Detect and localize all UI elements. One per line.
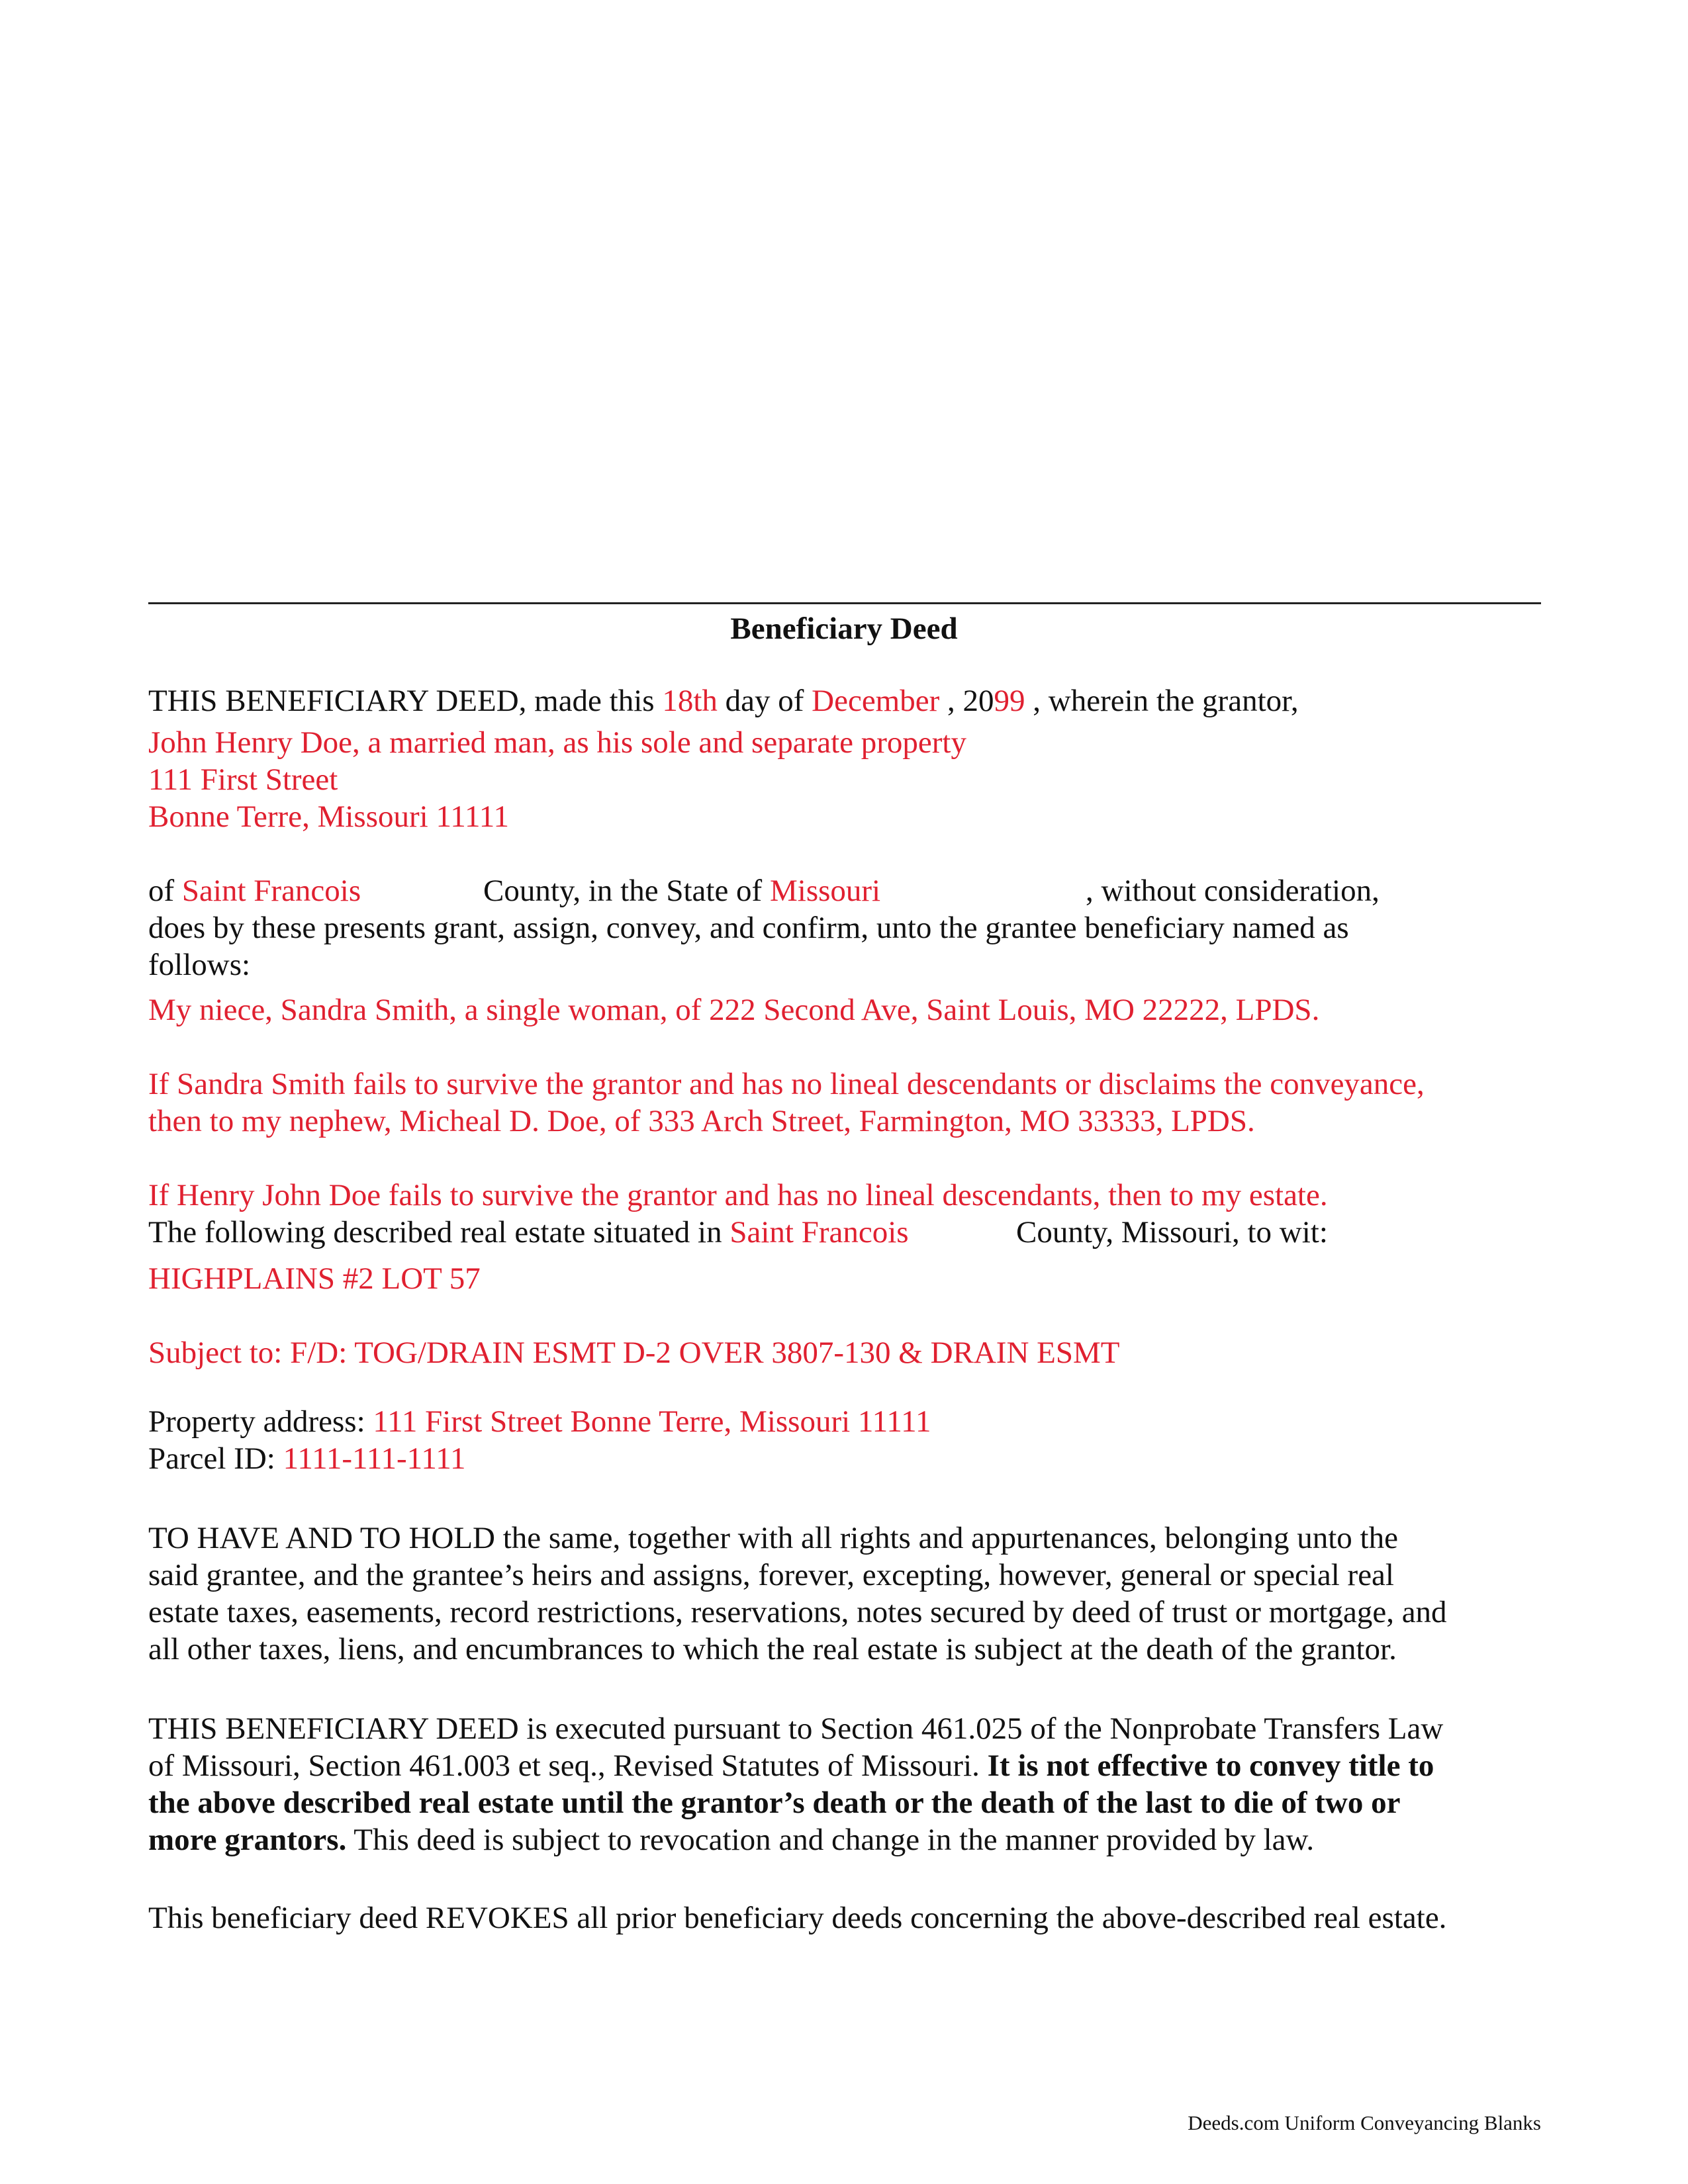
deed-year-field[interactable]: 99 [994,684,1025,718]
parcel-id-field[interactable]: 1111-111-1111 [283,1441,466,1476]
header-divider [148,602,1541,604]
follows-line: follows: [148,948,251,982]
county-state-text: County, in the State of [483,874,763,908]
subject-to[interactable]: Subject to: F/D: TOG/DRAIN ESMT D-2 OVER 3807-130 & DRAIN ESMT [148,1336,1120,1370]
county-missouri-text: County, Missouri, to wit: [1016,1215,1328,1250]
of-clause-line [148,872,361,909]
property-address-field[interactable]: 111 First Street Bonne Terre, Missouri 11111 [373,1404,931,1439]
habendum-line-2: said grantee, and the grantee’s heirs and assigns, forever, excepting, however, general or special real [148,1558,1394,1592]
of-text: of [148,874,175,908]
document-title: Beneficiary Deed [730,612,958,646]
property-address-label: Property address: [148,1404,365,1439]
grantor-city-state-zip[interactable]: Bonne Terre, Missouri 11111 [148,799,509,834]
statute-line-2 [148,1747,1434,1784]
deed-day-field[interactable]: 18th [662,684,718,718]
contingent-beneficiary-line-1[interactable]: If Sandra Smith fails to survive the grantor and has no lineal descendants or disclaims the conveyance, [148,1067,1425,1101]
statute-text-plain: of Missouri, Section 461.003 et seq., Revised Statutes of Missouri. [148,1749,980,1783]
without-consideration-text: , without consideration, [1086,874,1380,908]
grantor-state-field[interactable]: Missouri [769,874,881,908]
grantor-street[interactable]: 111 First Street [148,762,338,797]
habendum-line-4: all other taxes, liens, and encumbrances to which the real estate is subject at the death of the grantor. [148,1632,1397,1666]
preamble-text-4: , wherein the grantor, [1033,684,1299,718]
footer-credit: Deeds.com Uniform Conveyancing Blanks [1188,2111,1541,2134]
habendum-line-1: TO HAVE AND TO HOLD the same, together with all rights and appurtenances, belonging unto the [148,1521,1398,1555]
statute-line-3: the above described real estate until the grantor’s death or the death of the last to die of two or [148,1786,1401,1820]
grantor-county-field[interactable]: Saint Francois [181,874,361,908]
property-address-line [148,1403,931,1440]
preamble-text-2: day of [725,684,804,718]
statute-text-bold-start: It is not effective to convey title to [987,1749,1434,1783]
final-beneficiary[interactable]: If Henry John Doe fails to survive the grantor and has no lineal descendants, then to my estate. [148,1178,1328,1212]
grantor-name[interactable]: John Henry Doe, a married man, as his sole and separate property [148,725,966,760]
primary-beneficiary[interactable]: My niece, Sandra Smith, a single woman, of 222 Second Ave, Saint Louis, MO 22222, LPDS. [148,993,1320,1027]
statute-line-4 [148,1821,1314,1858]
deed-month-field[interactable]: December [812,684,940,718]
revocation-statement: This beneficiary deed REVOKES all prior beneficiary deeds concerning the above-described real estate. [148,1901,1447,1935]
legal-description[interactable]: HIGHPLAINS #2 LOT 57 [148,1261,481,1296]
statute-line-1: THIS BENEFICIARY DEED is executed pursuant to Section 461.025 of the Nonprobate Transfers Law [148,1711,1444,1746]
habendum-line-3: estate taxes, easements, record restrictions, reservations, notes secured by deed of trust or mortgage, and [148,1595,1447,1629]
real-estate-text: The following described real estate situated in [148,1215,722,1250]
preamble-text-3: , 20 [947,684,994,718]
statute-text-bold-end: more grantors. [148,1823,347,1857]
grant-clause-line: does by these presents grant, assign, convey, and confirm, unto the grantee beneficiary named as [148,911,1349,945]
statute-revocation-text: This deed is subject to revocation and change in the manner provided by law. [353,1823,1315,1857]
real-estate-line [148,1214,909,1251]
parcel-id-line [148,1440,465,1477]
property-county-field[interactable]: Saint Francois [729,1215,909,1250]
contingent-beneficiary-line-2[interactable]: then to my nephew, Micheal D. Doe, of 333 Arch Street, Farmington, MO 33333, LPDS. [148,1104,1255,1138]
preamble-line [148,682,1299,719]
parcel-id-label: Parcel ID: [148,1441,275,1476]
of-clause-state-segment [483,872,880,909]
preamble-text-1: THIS BENEFICIARY DEED, made this [148,684,655,718]
